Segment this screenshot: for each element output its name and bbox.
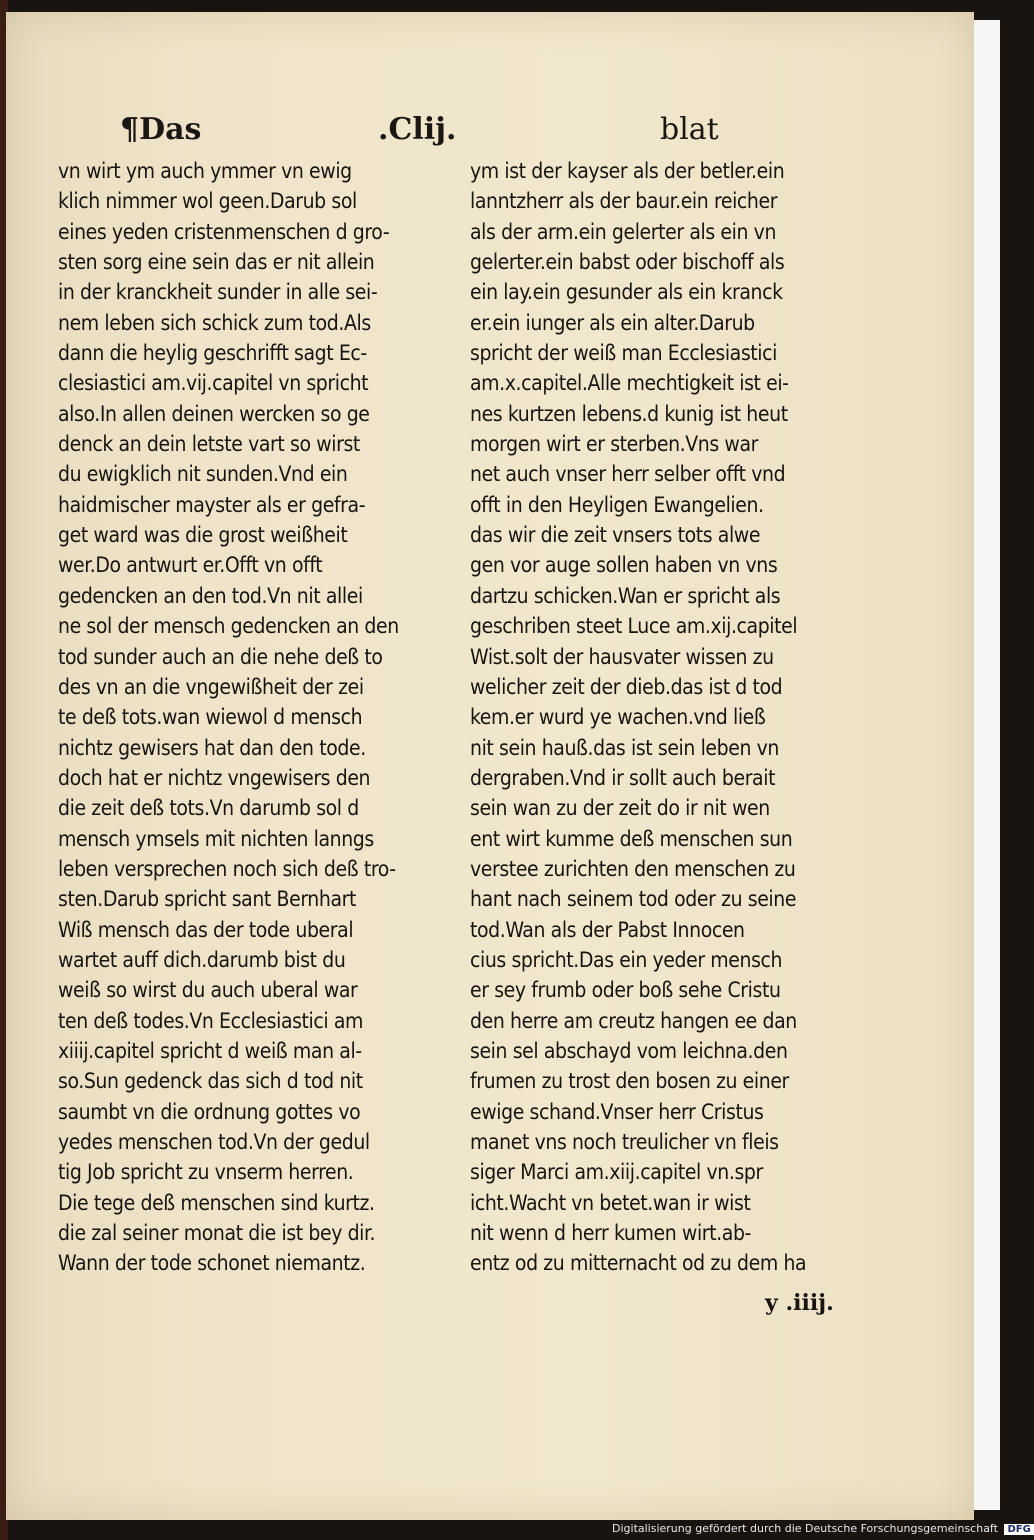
text-line: nes kurtzen lebens.d kunig ist heut	[470, 401, 788, 426]
text-line: Wann der tode schonet niemantz.	[58, 1251, 366, 1276]
text-line: weiß so wirst du auch uberal war	[58, 978, 358, 1003]
text-line: gen vor auge sollen haben vn vns	[470, 553, 778, 578]
text-line: die zal seiner monat die ist bey dir.	[58, 1221, 376, 1246]
text-line: frumen zu trost den bosen zu einer	[470, 1069, 789, 1094]
text-line: welicher zeit der dieb.das ist d tod	[470, 674, 783, 699]
text-line: wartet auff dich.darumb bist du	[58, 947, 346, 972]
text-line: nit wenn d herr kumen wirt.ab-	[470, 1221, 751, 1246]
text-line: sten.Darub spricht sant Bernhart	[58, 887, 357, 912]
text-line: lanntzherr als der baur.ein reicher	[470, 189, 778, 214]
text-line: nichtz gewisers hat dan den tode.	[58, 735, 366, 760]
text-line: das wir die zeit vnsers tots alwe	[470, 523, 761, 548]
text-line: gelerter.ein babst oder bischoff als	[470, 250, 785, 275]
footer-credit	[612, 1522, 1034, 1535]
text-line: dann die heylig geschrifft sagt Ec-	[58, 341, 367, 366]
text-line: er sey frumb oder boß sehe Cristu	[470, 978, 781, 1003]
text-line: so.Sun gedenck das sich d tod nit	[58, 1069, 363, 1094]
text-line: manet vns noch treulicher vn fleis	[470, 1130, 779, 1154]
text-line: sein sel abschayd vom leichna.den	[470, 1038, 788, 1063]
text-line: spricht der weiß man Ecclesiastici	[470, 341, 777, 366]
text-line: Wist.solt der hausvater wissen zu	[470, 644, 774, 669]
text-line: clesiastici am.vij.capitel vn spricht	[58, 371, 369, 396]
text-line: hant nach seinem tod oder zu seine	[470, 887, 797, 912]
text-line: sein wan zu der zeit do ir nit wen	[470, 796, 770, 821]
text-line: mensch ymsels mit nichten lanngs	[58, 826, 374, 851]
text-line: nem leben sich schick zum tod.Als	[58, 310, 371, 335]
text-line: entz od zu mitternacht od zu dem ha	[470, 1251, 807, 1276]
text-line: du ewigklich nit sunden.Vnd ein	[58, 462, 348, 487]
text-line: xiiij.capitel spricht d weiß man al-	[58, 1038, 362, 1063]
text-line: tod sunder auch an die nehe deß to	[58, 644, 383, 669]
text-line: gedencken an den tod.Vn nit allei	[58, 583, 363, 608]
signature-mark: y .iiij.	[765, 1290, 834, 1316]
running-head-left: ¶Das	[120, 112, 202, 147]
text-line: klich nimmer wol geen.Darub sol	[58, 189, 357, 214]
running-head-right: blat	[660, 112, 719, 147]
text-line: geschriben steet Luce am.xij.capitel	[470, 614, 798, 639]
text-line: icht.Wacht vn betet.wan ir wist	[470, 1190, 751, 1215]
text-line: eines yeden cristenmenschen d gro-	[58, 219, 390, 244]
text-line: verstee zurichten den menschen zu	[470, 856, 796, 881]
text-line: die zeit deß tots.Vn darumb sol d	[58, 796, 359, 821]
text-line: siger Marci am.xiij.capitel vn.spr	[470, 1160, 763, 1185]
text-line: yedes menschen tod.Vn der gedul	[58, 1130, 370, 1154]
text-line: net auch vnser herr selber offt vnd	[470, 462, 786, 487]
text-line: des vn an die vngewißheit der zei	[58, 674, 364, 699]
text-line: Wiß mensch das der tode uberal	[58, 917, 354, 942]
text-line: saumbt vn die ordnung gottes vo	[58, 1099, 361, 1124]
text-line: tod.Wan als der Pabst Innocen	[470, 917, 745, 942]
text-line: wer.Do antwurt er.Offt vn offt	[58, 553, 323, 578]
text-line: den herre am creutz hangen ee dan	[470, 1008, 797, 1033]
dfg-logo: DFG	[1004, 1524, 1033, 1535]
text-line: denck an dein letste vart so wirst	[58, 432, 360, 457]
text-line: ne sol der mensch gedencken an den	[58, 614, 399, 639]
text-line: morgen wirt er sterben.Vns war	[470, 432, 758, 457]
text-column-left	[58, 156, 444, 1279]
text-line: ten deß todes.Vn Ecclesiastici am	[58, 1008, 364, 1033]
text-column-right	[470, 156, 856, 1279]
text-line: kem.er wurd ye wachen.vnd ließ	[470, 705, 766, 730]
text-line: also.In allen deinen wercken so ge	[58, 401, 370, 426]
text-line: offt in den Heyligen Ewangelien.	[470, 492, 764, 517]
text-line: get ward was die grost weißheit	[58, 523, 348, 548]
text-line: ent wirt kumme deß menschen sun	[470, 826, 793, 851]
folio-number: .Clij.	[378, 112, 457, 147]
text-line: ewige schand.Vnser herr Cristus	[470, 1099, 764, 1124]
text-line: nit sein hauß.das ist sein leben vn	[470, 735, 779, 760]
text-line: ein lay.ein gesunder als ein kranck	[470, 280, 783, 305]
page-edge	[974, 20, 1000, 1510]
text-line: tig Job spricht zu vnserm herren.	[58, 1160, 354, 1185]
text-line: dergraben.Vnd ir sollt auch berait	[470, 765, 776, 790]
footer-text: Digitalisierung gefördert durch die Deutsche Forschungsgemeinschaft	[612, 1522, 998, 1535]
text-line: ym ist der kayser als der betler.ein	[470, 159, 785, 183]
text-line: dartzu schicken.Wan er spricht als	[470, 583, 781, 608]
text-line: vn wirt ym auch ymmer vn ewig	[58, 159, 352, 183]
text-line: als der arm.ein gelerter als ein vn	[470, 219, 777, 244]
text-line: haidmischer mayster als er gefra-	[58, 492, 366, 517]
text-line: cius spricht.Das ein yeder mensch	[470, 947, 783, 972]
text-line: am.x.capitel.Alle mechtigkeit ist ei-	[470, 371, 789, 396]
text-line: sten sorg eine sein das er nit allein	[58, 250, 375, 275]
text-line: Die tege deß menschen sind kurtz.	[58, 1190, 375, 1215]
text-line: te deß tots.wan wiewol d mensch	[58, 705, 363, 730]
text-line: leben versprechen noch sich deß tro-	[58, 856, 396, 881]
text-line: er.ein iunger als ein alter.Darub	[470, 310, 755, 335]
text-line: doch hat er nichtz vngewisers den	[58, 765, 371, 790]
text-line: in der kranckheit sunder in alle sei-	[58, 280, 378, 305]
